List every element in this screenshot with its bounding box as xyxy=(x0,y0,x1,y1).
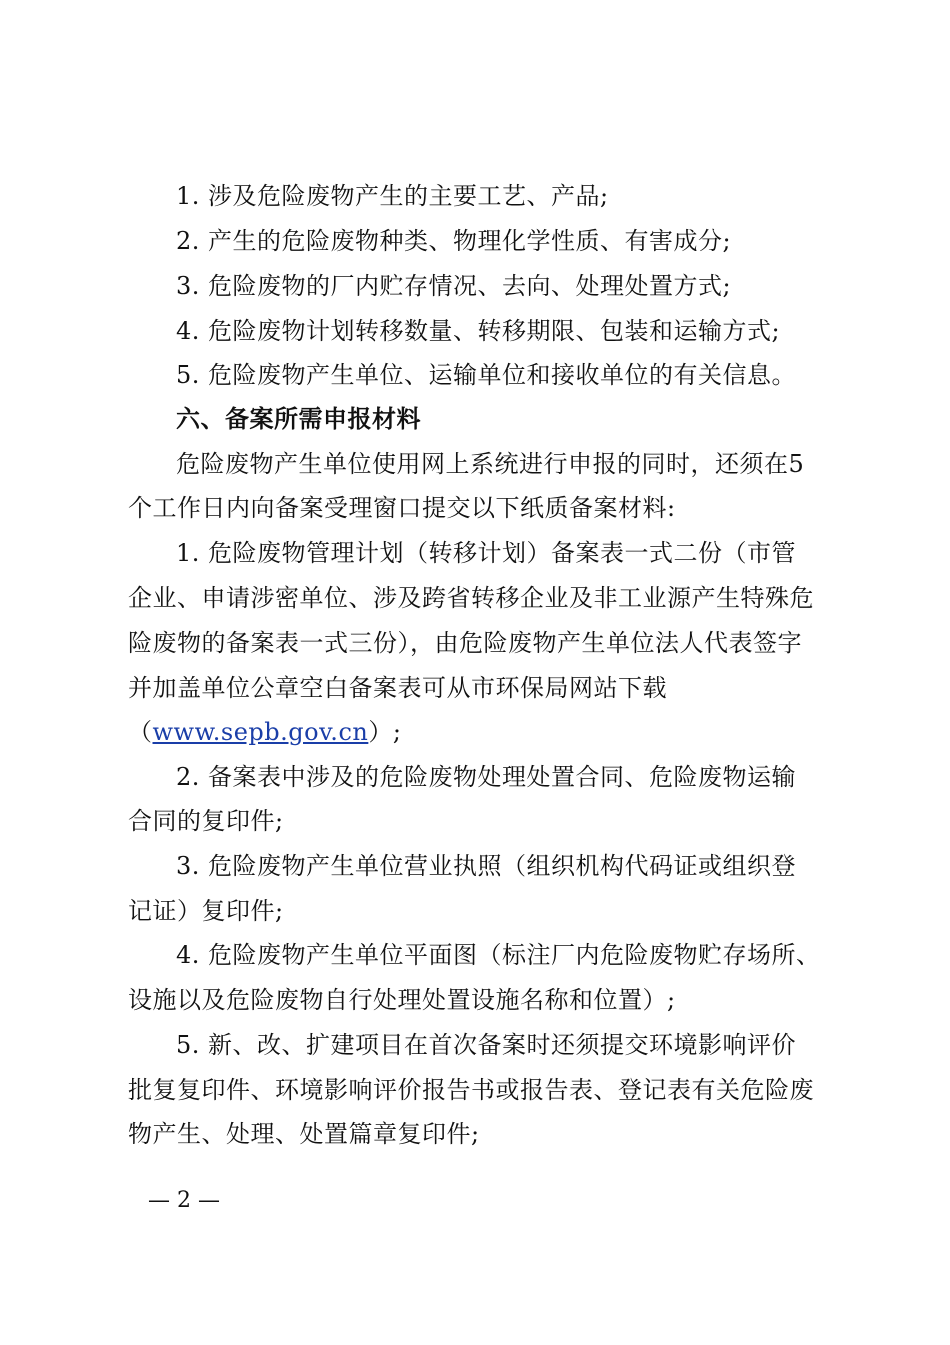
list-item-4: 4. 危险废物计划转移数量、转移期限、包装和运输方式; xyxy=(176,317,781,345)
list-item-1: 1. 涉及危险废物产生的主要工艺、产品; xyxy=(176,182,609,210)
list-item-2: 2. 产生的危险废物种类、物理化学性质、有害成分; xyxy=(176,227,732,255)
page-number: — 2 — xyxy=(148,1188,220,1213)
paragraph-line: 并加盖单位公章空白备案表可从市环保局网站下载 xyxy=(128,674,667,702)
material-item-2: 2. 备案表中涉及的危险废物处理处置合同、危险废物运输 xyxy=(176,763,797,791)
paragraph-line: 批复复印件、环境影响评价报告书或报告表、登记表有关危险废 xyxy=(128,1076,814,1104)
material-item-5: 5. 新、改、扩建项目在首次备案时还须提交环境影响评价 xyxy=(176,1031,797,1059)
material-item-3: 3. 危险废物产生单位营业执照（组织机构代码证或组织登 xyxy=(176,852,797,880)
list-item-5: 5. 危险废物产生单位、运输单位和接收单位的有关信息。 xyxy=(176,361,797,389)
material-item-1: 1. 危险废物管理计划（转移计划）备案表一式二份（市管 xyxy=(176,539,797,567)
paragraph-line: 危险废物产生单位使用网上系统进行申报的同时，还须在5 xyxy=(176,450,805,478)
list-item-3: 3. 危险废物的厂内贮存情况、去向、处理处置方式; xyxy=(176,272,732,300)
open-paren: （ xyxy=(128,718,153,746)
material-item-4: 4. 危险废物产生单位平面图（标注厂内危险废物贮存场所、 xyxy=(176,941,821,969)
paragraph-line: 记证）复印件; xyxy=(128,897,284,925)
paragraph-line: 个工作日内向备案受理窗口提交以下纸质备案材料: xyxy=(128,494,676,522)
section-heading: 六、备案所需申报材料 xyxy=(176,404,421,433)
paragraph-line: 物产生、处理、处置篇章复印件; xyxy=(128,1120,480,1148)
paragraph-line: 险废物的备案表一式三份），由危险废物产生单位法人代表签字 xyxy=(128,629,802,657)
paragraph-line: 设施以及危险废物自行处理处置设施名称和位置）; xyxy=(128,986,676,1014)
paragraph-line: 企业、申请涉密单位、涉及跨省转移企业及非工业源产生特殊危 xyxy=(128,584,814,612)
website-line xyxy=(128,716,838,748)
close-paren: ）; xyxy=(368,718,402,746)
paragraph-line: 合同的复印件; xyxy=(128,807,284,835)
website-link[interactable]: www.sepb.gov.cn xyxy=(152,718,369,746)
